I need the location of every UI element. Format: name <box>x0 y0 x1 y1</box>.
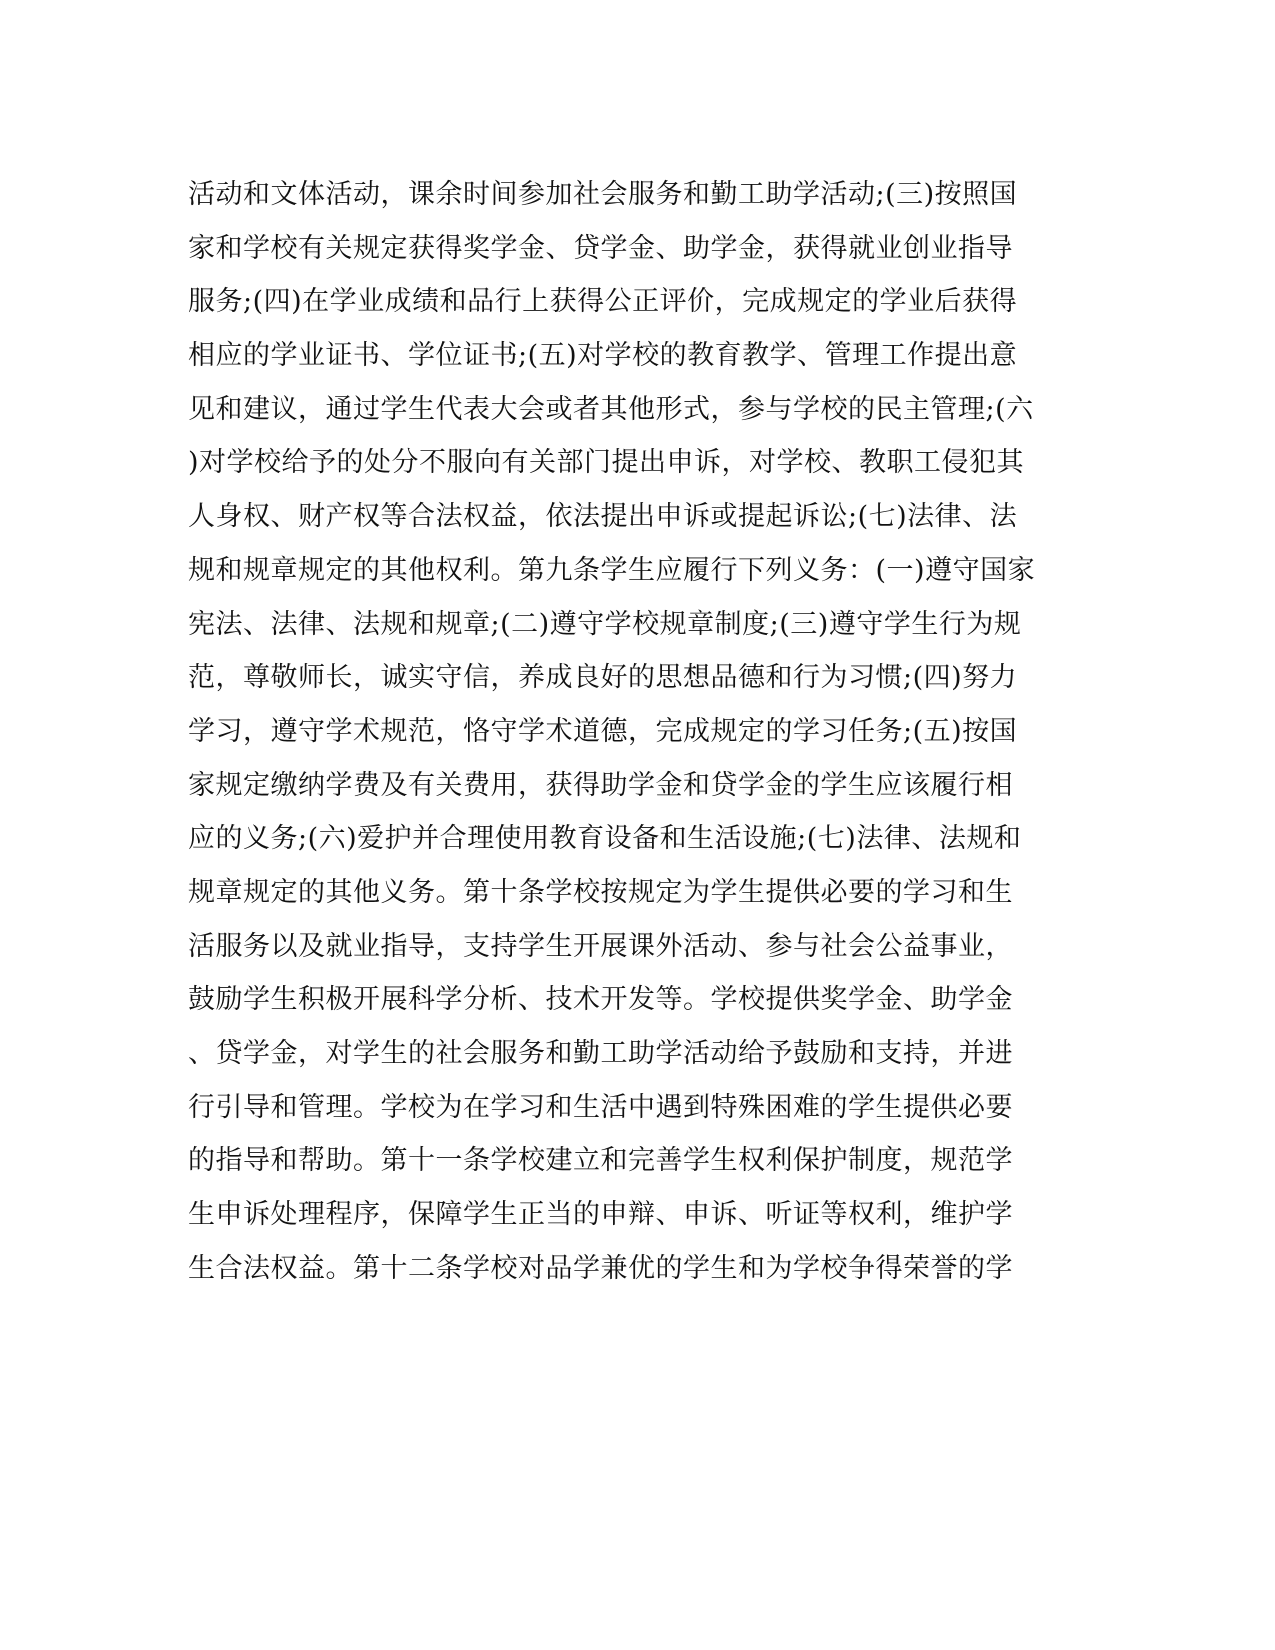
text-line: 服务;(四)在学业成绩和品行上获得公正评价，完成规定的学业后获得 <box>188 286 1018 318</box>
text-line: 活动和文体活动，课余时间参加社会服务和勤工助学活动;(三)按照国 <box>188 179 1018 210</box>
text-line: 相应的学业证书、学位证书;(五)对学校的教育教学、管理工作提出意 <box>188 340 1018 372</box>
text-line: 生申诉处理程序，保障学生正当的申辩、申诉、听证等权利，维护学 <box>188 1199 1013 1231</box>
text-line: 规和规章规定的其他权利。第九条学生应履行下列义务：(一)遵守国家 <box>188 554 1036 586</box>
text-line: 活服务以及就业指导，支持学生开展课外活动、参与社会公益事业， <box>188 930 1013 962</box>
text-line: 应的义务;(六)爱护并合理使用教育设备和生活设施;(七)法律、法规和 <box>188 823 1022 855</box>
text-line: 学习，遵守学术规范，恪守学术道德，完成规定的学习任务;(五)按国 <box>188 715 1018 747</box>
text-line: 行引导和管理。学校为在学习和生活中遇到特殊困难的学生提供必要 <box>188 1091 1013 1123</box>
body-text <box>188 168 1088 1295</box>
text-line: 人身权、财产权等合法权益，依法提出申诉或提起诉讼;(七)法律、法 <box>188 501 1018 533</box>
text-line: 家规定缴纳学费及有关费用，获得助学金和贷学金的学生应该履行相 <box>188 769 1013 801</box>
text-line: 鼓励学生积极开展科学分析、技术开发等。学校提供奖学金、助学金 <box>188 984 1013 1016</box>
text-line: 、贷学金，对学生的社会服务和勤工助学活动给予鼓励和支持，并进 <box>188 1038 1013 1069</box>
text-line: 宪法、法律、法规和规章;(二)遵守学校规章制度;(三)遵守学生行为规 <box>188 608 1022 640</box>
text-line: 范，尊敬师长，诚实守信，养成良好的思想品德和行为习惯;(四)努力 <box>188 662 1018 694</box>
text-line: 生合法权益。第十二条学校对品学兼优的学生和为学校争得荣誉的学 <box>188 1252 1013 1284</box>
text-line: )对学校给予的处分不服向有关部门提出申诉，对学校、教职工侵犯其 <box>188 447 1025 479</box>
text-line: 见和建议，通过学生代表大会或者其他形式，参与学校的民主管理;(六 <box>188 393 1034 425</box>
text-line: 规章规定的其他义务。第十条学校按规定为学生提供必要的学习和生 <box>188 876 1013 908</box>
text-line: 的指导和帮助。第十一条学校建立和完善学生权利保护制度，规范学 <box>188 1145 1013 1177</box>
text-line: 家和学校有关规定获得奖学金、贷学金、助学金，获得就业创业指导 <box>188 232 1013 264</box>
